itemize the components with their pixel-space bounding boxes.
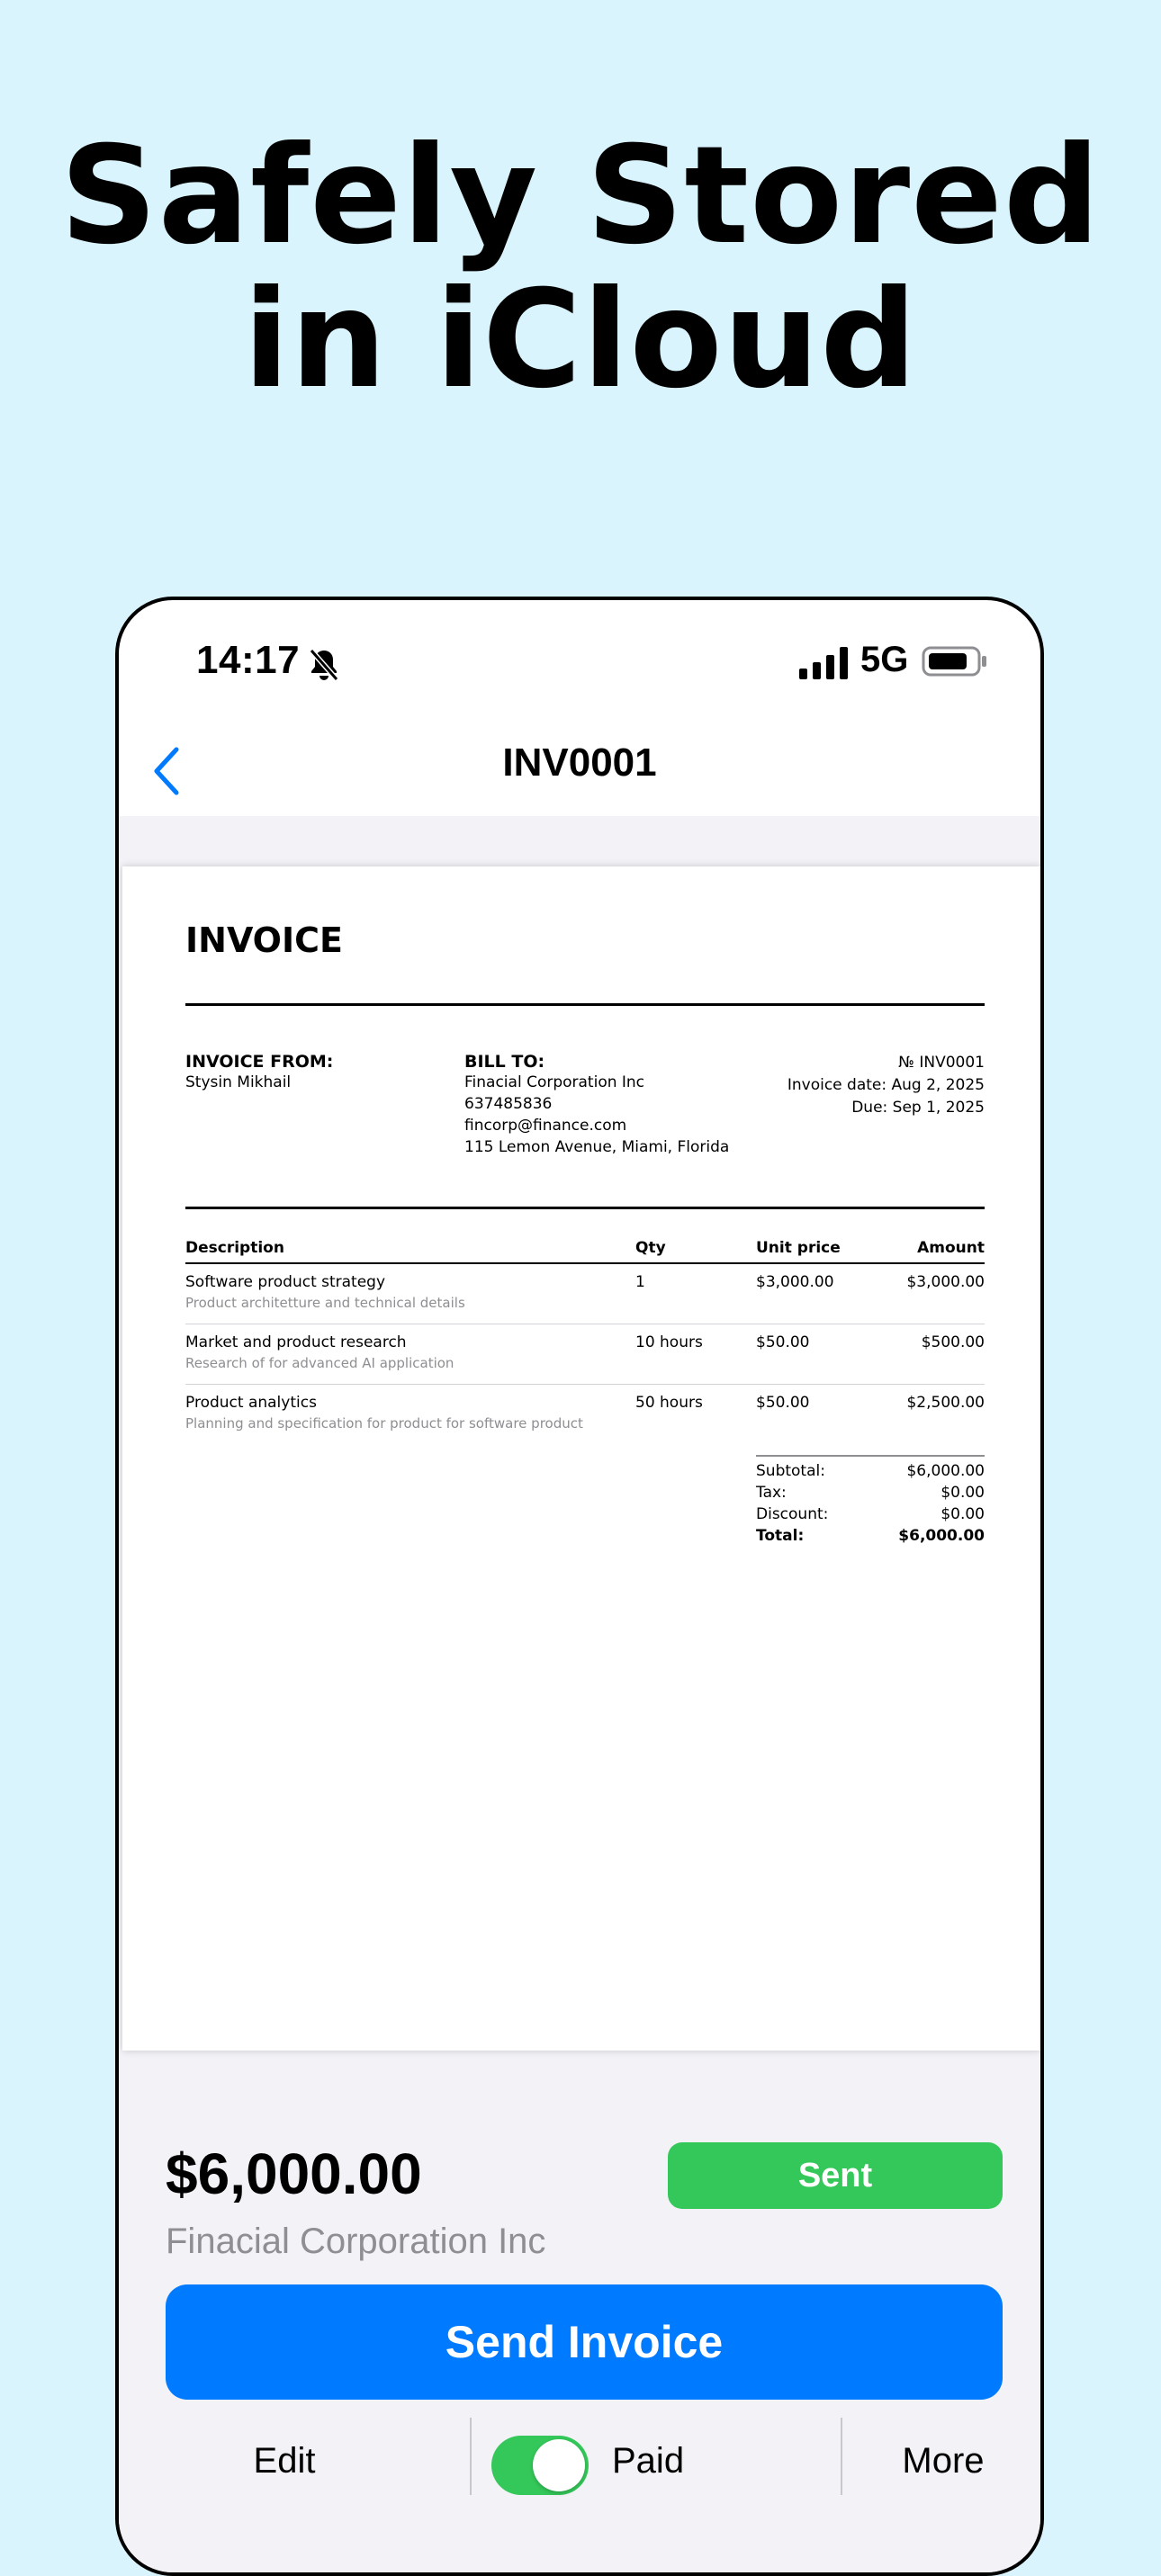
headline-line-1: Safely Stored bbox=[59, 118, 1102, 274]
status-bar bbox=[119, 600, 1040, 717]
line-items-table bbox=[185, 1239, 985, 1444]
discount-value: $0.00 bbox=[940, 1505, 985, 1523]
signal-icon bbox=[799, 647, 848, 679]
col-unit-price: Unit price bbox=[756, 1239, 841, 1257]
phone-frame bbox=[115, 597, 1044, 2576]
total-row bbox=[756, 1527, 985, 1548]
nav-title: INV0001 bbox=[502, 740, 657, 785]
invoice-date: Invoice date: Aug 2, 2025 bbox=[787, 1076, 985, 1094]
col-description: Description bbox=[185, 1239, 284, 1257]
bill-to-id: 637485836 bbox=[464, 1095, 553, 1113]
item-detail: Planning and specification for product for software product bbox=[185, 1415, 583, 1432]
silent-bell-icon bbox=[306, 647, 342, 683]
discount-row bbox=[756, 1505, 985, 1527]
document-viewer[interactable] bbox=[119, 816, 1040, 2103]
status-time: 14:17 bbox=[196, 638, 301, 682]
paid-label: Paid bbox=[612, 2441, 685, 2481]
headline-line-2: in iCloud bbox=[243, 262, 918, 418]
toggle-knob bbox=[533, 2439, 585, 2491]
discount-label: Discount: bbox=[756, 1505, 829, 1523]
tax-value: $0.00 bbox=[940, 1484, 985, 1502]
summary-amount: $6,000.00 bbox=[166, 2141, 422, 2206]
item-qty: 50 hours bbox=[635, 1394, 703, 1412]
item-name: Product analytics bbox=[185, 1394, 317, 1412]
item-unit-price: $50.00 bbox=[756, 1394, 810, 1412]
network-type: 5G bbox=[860, 640, 909, 679]
bill-to bbox=[464, 1052, 729, 1158]
bill-to-address: 115 Lemon Avenue, Miami, Florida bbox=[464, 1138, 730, 1156]
bill-to-label: BILL TO: bbox=[464, 1052, 545, 1072]
invoice-number: № INV0001 bbox=[898, 1054, 985, 1072]
bill-to-company: Finacial Corporation Inc bbox=[464, 1073, 645, 1091]
paid-toggle[interactable] bbox=[491, 2436, 589, 2495]
item-unit-price: $50.00 bbox=[756, 1333, 810, 1351]
table-row bbox=[185, 1264, 985, 1324]
navigation-bar bbox=[119, 717, 1040, 816]
from-name: Stysin Mikhail bbox=[185, 1073, 292, 1091]
invoice-meta bbox=[788, 1052, 985, 1119]
status-badge[interactable]: Sent bbox=[668, 2142, 1003, 2209]
battery-icon bbox=[922, 645, 988, 678]
invoice-summary-panel bbox=[119, 2103, 1040, 2576]
item-detail: Research of for advanced AI application bbox=[185, 1355, 454, 1371]
send-invoice-button[interactable]: Send Invoice bbox=[166, 2284, 1003, 2400]
more-button[interactable]: More bbox=[902, 2441, 985, 2481]
table-row bbox=[185, 1385, 985, 1444]
header-divider bbox=[185, 1003, 985, 1006]
item-name: Market and product research bbox=[185, 1333, 407, 1351]
total-label: Total: bbox=[756, 1527, 805, 1545]
invoice-due: Due: Sep 1, 2025 bbox=[851, 1099, 985, 1117]
item-qty: 1 bbox=[635, 1273, 645, 1291]
invoice-from bbox=[185, 1052, 333, 1093]
item-unit-price: $3,000.00 bbox=[756, 1273, 834, 1291]
items-divider bbox=[185, 1207, 985, 1209]
item-amount: $2,500.00 bbox=[906, 1394, 985, 1412]
item-detail: Product architetture and technical details bbox=[185, 1295, 465, 1311]
divider bbox=[470, 2418, 472, 2495]
tax-label: Tax: bbox=[756, 1484, 787, 1502]
tax-row bbox=[756, 1484, 985, 1505]
summary-client: Finacial Corporation Inc bbox=[166, 2221, 546, 2261]
table-header bbox=[185, 1239, 985, 1264]
totals-block bbox=[756, 1455, 985, 1548]
col-qty: Qty bbox=[635, 1239, 666, 1257]
subtotal-value: $6,000.00 bbox=[906, 1462, 985, 1480]
subtotal-row bbox=[756, 1462, 985, 1484]
item-amount: $3,000.00 bbox=[906, 1273, 985, 1291]
subtotal-label: Subtotal: bbox=[756, 1462, 825, 1480]
item-amount: $500.00 bbox=[921, 1333, 985, 1351]
edit-button[interactable]: Edit bbox=[253, 2441, 316, 2481]
invoice-page bbox=[122, 866, 1040, 2051]
item-qty: 10 hours bbox=[635, 1333, 703, 1351]
invoice-heading: INVOICE bbox=[185, 920, 343, 960]
table-row bbox=[185, 1324, 985, 1385]
total-value: $6,000.00 bbox=[898, 1527, 985, 1545]
col-amount: Amount bbox=[917, 1239, 985, 1257]
from-label: INVOICE FROM: bbox=[185, 1052, 334, 1072]
bottom-actions bbox=[119, 2418, 1040, 2508]
headline bbox=[0, 118, 1161, 418]
bill-to-email: fincorp@finance.com bbox=[464, 1117, 627, 1135]
item-name: Software product strategy bbox=[185, 1273, 386, 1291]
